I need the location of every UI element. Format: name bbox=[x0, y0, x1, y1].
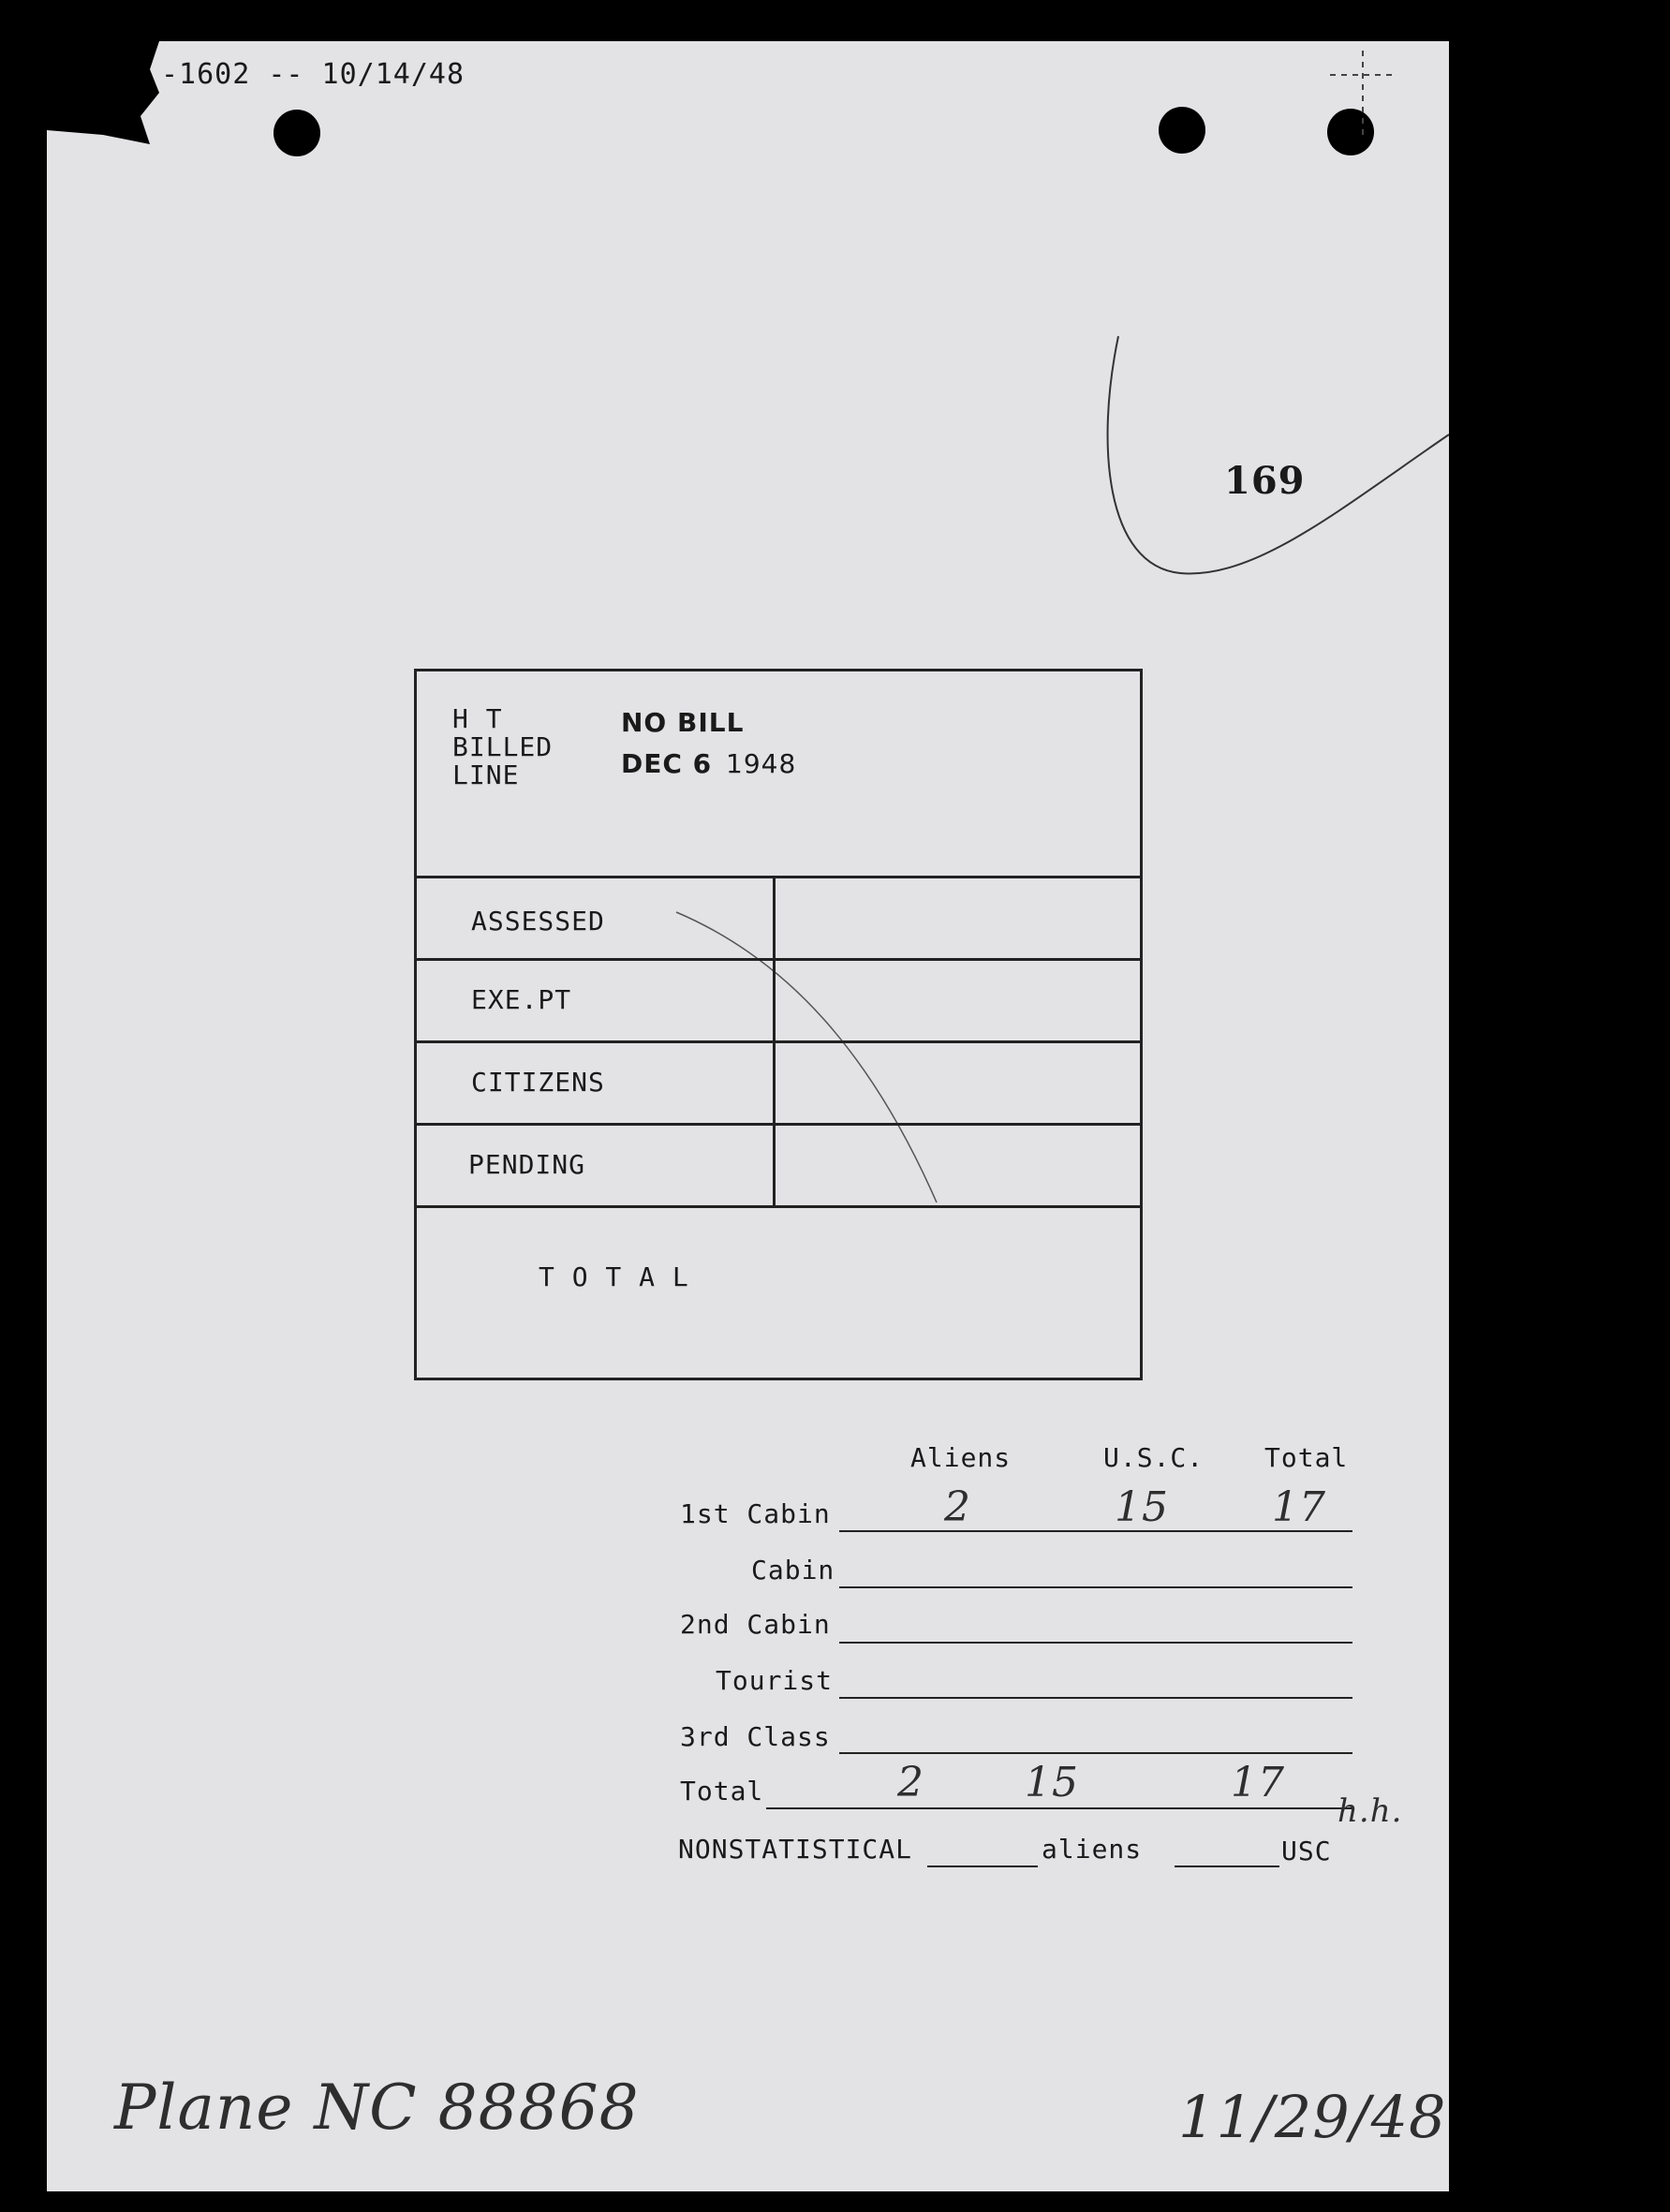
row-divider bbox=[417, 1123, 1140, 1126]
stamp-box bbox=[414, 669, 1143, 1380]
row-label-1st-cabin: 1st Cabin bbox=[680, 1498, 831, 1529]
row-divider bbox=[417, 1205, 1140, 1208]
handwritten-plane-note: Plane NC 88868 bbox=[114, 2072, 640, 2144]
stamp-date-day: DEC 6 bbox=[621, 748, 713, 779]
document-page bbox=[47, 41, 1449, 2191]
handwritten-date: 11/29/48 bbox=[1178, 2083, 1447, 2151]
header-usc: U.S.C. bbox=[1103, 1442, 1204, 1473]
entry-line bbox=[927, 1865, 1038, 1867]
usc-word: USC bbox=[1281, 1836, 1332, 1866]
total-label: T O T A L bbox=[539, 1261, 689, 1292]
row-label-cabin: Cabin bbox=[751, 1555, 835, 1585]
entry-line bbox=[839, 1752, 1352, 1754]
header-aliens: Aliens bbox=[910, 1442, 1012, 1473]
row-divider bbox=[417, 876, 1140, 878]
row-label-citizens: CITIZENS bbox=[471, 1067, 605, 1098]
line-label: LINE bbox=[452, 759, 520, 790]
entry-line bbox=[839, 1586, 1352, 1588]
row-label-exempt: EXE.PT bbox=[471, 984, 572, 1015]
column-divider bbox=[773, 876, 776, 1205]
row-divider bbox=[417, 958, 1140, 961]
row-label-2nd-cabin: 2nd Cabin bbox=[680, 1609, 831, 1640]
initials: h.h. bbox=[1337, 1792, 1403, 1830]
first-cabin-aliens: 2 bbox=[944, 1483, 971, 1531]
total-aliens: 2 bbox=[897, 1759, 924, 1806]
row-label-tourist: Tourist bbox=[716, 1665, 834, 1696]
header-reference: -1602 -- 10/14/48 bbox=[161, 58, 466, 91]
row-label-assessed: ASSESSED bbox=[471, 906, 605, 936]
page-number: 169 bbox=[1224, 459, 1306, 503]
row-divider bbox=[417, 1040, 1140, 1043]
stamp-date-year: 1948 bbox=[726, 748, 797, 779]
entry-line bbox=[1175, 1865, 1279, 1867]
aliens-word: aliens bbox=[1042, 1834, 1143, 1865]
row-label-3rd-class: 3rd Class bbox=[680, 1721, 831, 1752]
entry-line bbox=[839, 1697, 1352, 1699]
first-cabin-total: 17 bbox=[1272, 1483, 1326, 1531]
total-usc: 15 bbox=[1025, 1759, 1079, 1806]
ht-label: H T bbox=[452, 703, 503, 734]
entry-line bbox=[766, 1807, 1352, 1809]
billed-label: BILLED bbox=[452, 731, 554, 762]
nonstatistical-label: NONSTATISTICAL bbox=[678, 1834, 913, 1865]
first-cabin-usc: 15 bbox=[1115, 1483, 1169, 1531]
total-total: 17 bbox=[1231, 1759, 1285, 1806]
row-label-total: Total bbox=[680, 1776, 764, 1806]
no-bill-stamp: NO BILL bbox=[621, 707, 745, 738]
row-label-pending: PENDING bbox=[468, 1149, 586, 1180]
header-total: Total bbox=[1264, 1442, 1349, 1473]
entry-line bbox=[839, 1642, 1352, 1644]
